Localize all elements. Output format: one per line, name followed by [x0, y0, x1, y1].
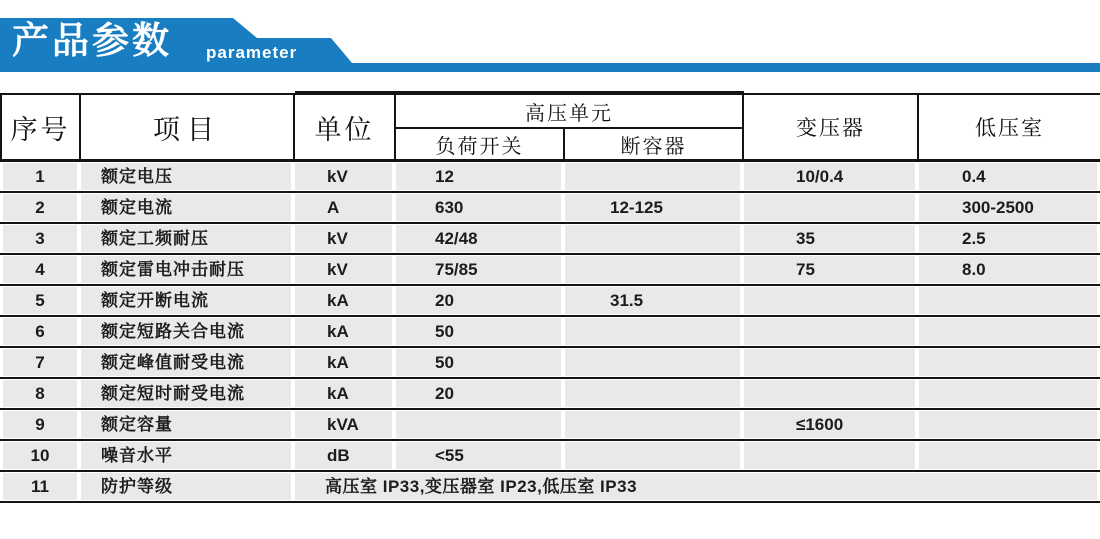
cell-transformer: ≤1600	[744, 411, 915, 438]
cell-item: 噪音水平	[81, 442, 291, 469]
table-row	[0, 317, 1100, 348]
cell-breaker: 31.5	[565, 287, 740, 314]
table-row	[0, 410, 1100, 441]
cell-breaker: 12-125	[565, 194, 740, 221]
table-row	[0, 472, 1100, 503]
cell-lv-room: 0.4	[919, 163, 1097, 190]
header-col-unit: 单位	[295, 95, 396, 159]
cell-unit: kA	[295, 380, 392, 407]
header-hv-subcolumns	[396, 129, 742, 159]
cell-breaker	[565, 349, 740, 376]
cell-load-switch: 50	[396, 318, 561, 345]
table-row	[0, 441, 1100, 472]
header-col-no: 序号	[2, 95, 81, 159]
cell-unit: kV	[295, 163, 392, 190]
cell-unit: kV	[295, 225, 392, 252]
header-col-item: 项目	[81, 95, 295, 159]
cell-item: 额定雷电冲击耐压	[81, 256, 291, 283]
cell-lv-room	[919, 442, 1097, 469]
header-thick-border	[295, 91, 744, 95]
cell-lv-room: 8.0	[919, 256, 1097, 283]
cell-no: 8	[3, 380, 77, 407]
cell-no: 4	[3, 256, 77, 283]
cell-item: 额定容量	[81, 411, 291, 438]
cell-lv-room	[919, 380, 1097, 407]
parameter-table	[0, 93, 1100, 503]
header-col-load-switch: 负荷开关	[396, 129, 565, 159]
cell-breaker	[565, 380, 740, 407]
cell-item: 额定工频耐压	[81, 225, 291, 252]
cell-unit: A	[295, 194, 392, 221]
cell-unit: kV	[295, 256, 392, 283]
cell-load-switch: 42/48	[396, 225, 561, 252]
cell-transformer: 10/0.4	[744, 163, 915, 190]
cell-transformer	[744, 349, 915, 376]
header-hv-unit-label: 高压单元	[396, 95, 742, 129]
cell-lv-room: 2.5	[919, 225, 1097, 252]
cell-no: 11	[3, 473, 77, 500]
cell-merged-value: 高压室 IP33,变压器室 IP23,低压室 IP33	[295, 473, 1097, 500]
cell-transformer	[744, 442, 915, 469]
cell-transformer	[744, 380, 915, 407]
cell-unit: kVA	[295, 411, 392, 438]
banner	[0, 0, 1100, 80]
cell-load-switch	[396, 411, 561, 438]
cell-load-switch: 630	[396, 194, 561, 221]
table-header-row	[0, 93, 1100, 162]
cell-transformer: 75	[744, 256, 915, 283]
cell-item: 防护等级	[81, 473, 291, 500]
cell-breaker	[565, 163, 740, 190]
cell-breaker	[565, 225, 740, 252]
cell-transformer: 35	[744, 225, 915, 252]
cell-breaker	[565, 256, 740, 283]
cell-lv-room	[919, 287, 1097, 314]
table-body	[0, 162, 1100, 503]
cell-no: 1	[3, 163, 77, 190]
cell-unit: kA	[295, 349, 392, 376]
cell-load-switch: 20	[396, 287, 561, 314]
cell-item: 额定电压	[81, 163, 291, 190]
cell-load-switch: 12	[396, 163, 561, 190]
cell-no: 3	[3, 225, 77, 252]
page-title: 产品参数	[12, 20, 172, 61]
cell-transformer	[744, 287, 915, 314]
cell-no: 10	[3, 442, 77, 469]
header-group-hv-unit	[396, 95, 744, 159]
cell-transformer	[744, 194, 915, 221]
table-row	[0, 348, 1100, 379]
cell-lv-room: 300-2500	[919, 194, 1097, 221]
table-row	[0, 255, 1100, 286]
cell-unit: kA	[295, 318, 392, 345]
table-row	[0, 379, 1100, 410]
table-row	[0, 193, 1100, 224]
cell-lv-room	[919, 411, 1097, 438]
cell-transformer	[744, 318, 915, 345]
cell-breaker	[565, 442, 740, 469]
cell-no: 5	[3, 287, 77, 314]
cell-no: 9	[3, 411, 77, 438]
page-subtitle: parameter	[206, 43, 298, 62]
table-row	[0, 224, 1100, 255]
table-row	[0, 162, 1100, 193]
cell-load-switch: 20	[396, 380, 561, 407]
cell-lv-room	[919, 318, 1097, 345]
cell-load-switch: <55	[396, 442, 561, 469]
cell-breaker	[565, 318, 740, 345]
cell-item: 额定开断电流	[81, 287, 291, 314]
cell-unit: kA	[295, 287, 392, 314]
cell-breaker	[565, 411, 740, 438]
cell-load-switch: 75/85	[396, 256, 561, 283]
cell-item: 额定峰值耐受电流	[81, 349, 291, 376]
header-col-transformer: 变压器	[744, 95, 919, 159]
cell-no: 7	[3, 349, 77, 376]
header-col-breaker: 断容器	[620, 135, 687, 158]
cell-load-switch: 50	[396, 349, 561, 376]
cell-no: 2	[3, 194, 77, 221]
cell-unit: dB	[295, 442, 392, 469]
cell-no: 6	[3, 318, 77, 345]
cell-item: 额定电流	[81, 194, 291, 221]
header-col-lv-room: 低压室	[975, 117, 1044, 140]
cell-item: 额定短时耐受电流	[81, 380, 291, 407]
cell-lv-room	[919, 349, 1097, 376]
table-row	[0, 286, 1100, 317]
cell-item: 额定短路关合电流	[81, 318, 291, 345]
